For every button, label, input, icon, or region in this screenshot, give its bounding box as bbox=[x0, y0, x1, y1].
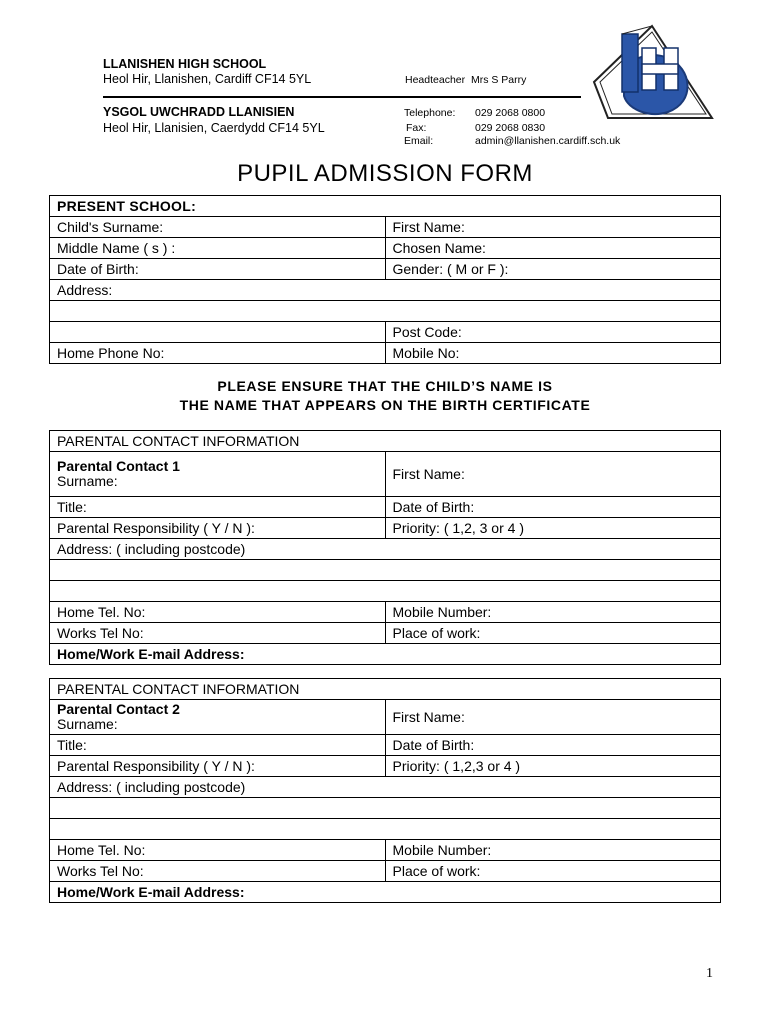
contact-1-works-tel-field[interactable]: Works Tel No: bbox=[50, 623, 386, 644]
contact-1-surname-label: Surname: bbox=[57, 473, 118, 489]
contact-2-surname-field[interactable] bbox=[50, 700, 386, 735]
middle-name-field[interactable]: Middle Name ( s ) : bbox=[50, 238, 386, 259]
contact-2-email-field[interactable]: Home/Work E-mail Address: bbox=[50, 882, 721, 903]
contact-2-priority-field[interactable]: Priority: ( 1,2,3 or 4 ) bbox=[385, 756, 721, 777]
contact-2-dob-field[interactable]: Date of Birth: bbox=[385, 735, 721, 756]
contact-1-label: Parental Contact 1 bbox=[57, 458, 180, 474]
email-label: Email: bbox=[404, 135, 434, 147]
school-address-welsh: Heol Hir, Llanisien, Caerdydd CF14 5YL bbox=[103, 121, 325, 135]
address-field[interactable]: Address: bbox=[50, 280, 721, 301]
school-logo-icon bbox=[588, 20, 716, 124]
contact-2-mobile-field[interactable]: Mobile Number: bbox=[385, 840, 721, 861]
gender-field[interactable]: Gender: ( M or F ): bbox=[385, 259, 721, 280]
contact-1-responsibility-field[interactable]: Parental Responsibility ( Y / N ): bbox=[50, 518, 386, 539]
headteacher-line bbox=[405, 74, 526, 86]
headteacher-name: Mrs S Parry bbox=[470, 74, 527, 86]
chosen-name-field[interactable]: Chosen Name: bbox=[385, 238, 721, 259]
first-name-field[interactable]: First Name: bbox=[385, 217, 721, 238]
contact-1-address-field[interactable]: Address: ( including postcode) bbox=[50, 539, 721, 560]
telephone-value: 029 2068 0800 bbox=[475, 107, 546, 119]
home-phone-field[interactable]: Home Phone No: bbox=[50, 343, 386, 364]
contact-2-surname-label: Surname: bbox=[57, 716, 118, 732]
childs-surname-field[interactable]: Child's Surname: bbox=[50, 217, 386, 238]
contact-2-responsibility-field[interactable]: Parental Responsibility ( Y / N ): bbox=[50, 756, 386, 777]
pupil-details-table bbox=[49, 195, 721, 364]
contact-2-address-field[interactable]: Address: ( including postcode) bbox=[50, 777, 721, 798]
parental-contact-1-heading: PARENTAL CONTACT INFORMATION bbox=[50, 431, 721, 452]
contact-2-works-tel-field[interactable]: Works Tel No: bbox=[50, 861, 386, 882]
contact-2-label: Parental Contact 2 bbox=[57, 701, 180, 717]
birth-certificate-notice-line-2: THE NAME THAT APPEARS ON THE BIRTH CERTIFICATE bbox=[179, 397, 591, 413]
school-name-english: LLANISHEN HIGH SCHOOL bbox=[103, 57, 267, 71]
parental-contact-1-table bbox=[49, 430, 721, 665]
page-title: PUPIL ADMISSION FORM bbox=[237, 160, 533, 187]
mobile-field[interactable]: Mobile No: bbox=[385, 343, 721, 364]
contact-1-priority-field[interactable]: Priority: ( 1,2, 3 or 4 ) bbox=[385, 518, 721, 539]
header-rule bbox=[103, 96, 581, 98]
address-line-3[interactable] bbox=[50, 322, 386, 343]
contact-2-first-name-field[interactable]: First Name: bbox=[385, 700, 721, 735]
contact-1-address-line-3[interactable] bbox=[50, 581, 721, 602]
contact-2-home-tel-field[interactable]: Home Tel. No: bbox=[50, 840, 386, 861]
contact-1-mobile-field[interactable]: Mobile Number: bbox=[385, 602, 721, 623]
headteacher-label: Headteacher bbox=[405, 74, 466, 86]
contact-1-address-line-2[interactable] bbox=[50, 560, 721, 581]
present-school-heading: PRESENT SCHOOL: bbox=[50, 196, 721, 217]
birth-certificate-notice-line-1: PLEASE ENSURE THAT THE CHILD’S NAME IS bbox=[217, 378, 553, 394]
telephone-label: Telephone: bbox=[404, 107, 456, 119]
contact-1-dob-field[interactable]: Date of Birth: bbox=[385, 497, 721, 518]
contact-1-surname-field[interactable] bbox=[50, 452, 386, 497]
address-line-2[interactable] bbox=[50, 301, 721, 322]
post-code-field[interactable]: Post Code: bbox=[385, 322, 721, 343]
fax-label: Fax: bbox=[406, 122, 427, 134]
page-number: 1 bbox=[706, 966, 713, 981]
contact-1-email-field[interactable]: Home/Work E-mail Address: bbox=[50, 644, 721, 665]
contact-2-place-of-work-field[interactable]: Place of work: bbox=[385, 861, 721, 882]
contact-1-home-tel-field[interactable]: Home Tel. No: bbox=[50, 602, 386, 623]
contact-1-first-name-field[interactable]: First Name: bbox=[385, 452, 721, 497]
contact-2-title-field[interactable]: Title: bbox=[50, 735, 386, 756]
email-value: admin@llanishen.cardiff.sch.uk bbox=[475, 135, 621, 147]
contact-2-address-line-2[interactable] bbox=[50, 798, 721, 819]
school-address-english: Heol Hir, Llanishen, Cardiff CF14 5YL bbox=[103, 72, 312, 86]
contact-1-place-of-work-field[interactable]: Place of work: bbox=[385, 623, 721, 644]
fax-value: 029 2068 0830 bbox=[475, 122, 546, 134]
school-name-welsh: YSGOL UWCHRADD LLANISIEN bbox=[103, 105, 295, 119]
parental-contact-2-heading: PARENTAL CONTACT INFORMATION bbox=[50, 679, 721, 700]
contact-1-title-field[interactable]: Title: bbox=[50, 497, 386, 518]
parental-contact-2-table bbox=[49, 678, 721, 903]
contact-2-address-line-3[interactable] bbox=[50, 819, 721, 840]
date-of-birth-field[interactable]: Date of Birth: bbox=[50, 259, 386, 280]
